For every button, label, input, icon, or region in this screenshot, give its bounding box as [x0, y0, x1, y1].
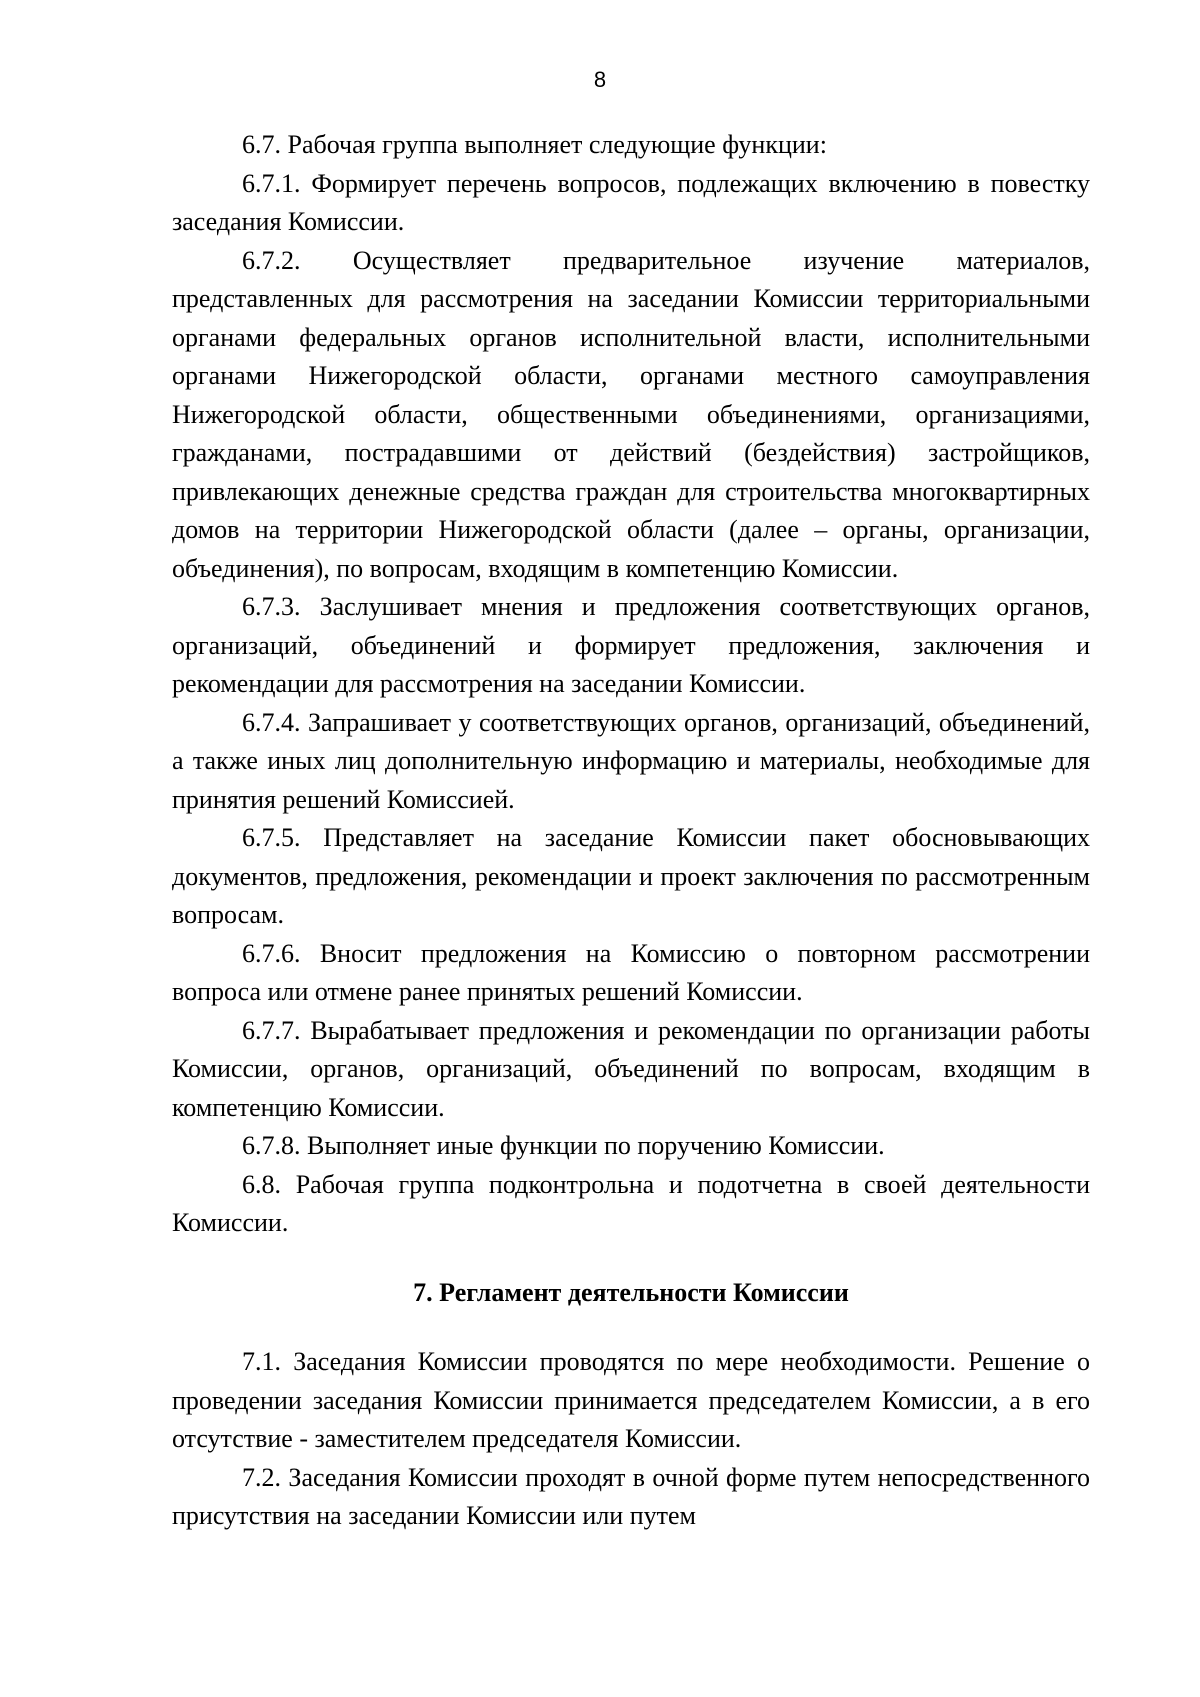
paragraph-6-7: 6.7. Рабочая группа выполняет следующие функции:	[242, 130, 827, 159]
paragraph-6-7-4: 6.7.4. Запрашивает у соответствующих органов, организаций, объединений, а также иных лиц дополнительную информацию и материалы, необходимые для принятия решений Комиссией.	[172, 707, 1090, 814]
document-body	[172, 126, 1090, 1536]
spacer	[172, 1312, 1090, 1343]
paragraph-6-7-3: 6.7.3. Заслушивает мнения и предложения соответствующих органов, организаций, объединений и формирует предложения, заключения и рекомендации для рассмотрения на заседании Комиссии.	[172, 592, 1090, 698]
paragraph-7-2: 7.2. Заседания Комиссии проходят в очной форме путем непосредственного присутствия на заседании Комиссии или путем	[172, 1462, 1090, 1530]
section-heading: 7. Регламент деятельности Комиссии	[413, 1277, 849, 1307]
paragraph-6-7-6: 6.7.6. Вносит предложения на Комиссию о повторном рассмотрении вопроса или отмене ранее принятых решений Комиссии.	[172, 938, 1090, 1006]
paragraph-6-7-7: 6.7.7. Вырабатывает предложения и рекомендации по организации работы Комиссии, органов, организаций, объединений по вопросам, входящим в компетенцию Комиссии.	[172, 1015, 1090, 1122]
paragraph-6-7-5: 6.7.5. Представляет на заседание Комиссии пакет обосновывающих документов, предложения, рекомендации и проект заключения по рассмотренным вопросам.	[172, 823, 1090, 929]
paragraph-7-1: 7.1. Заседания Комиссии проводятся по мере необходимости. Решение о проведении заседания Комиссии принимается председателем Комиссии, а в его отсутствие - заместителем председателя Комиссии.	[172, 1347, 1090, 1453]
paragraph-6-7-1: 6.7.1. Формирует перечень вопросов, подлежащих включению в повестку заседания Комиссии.	[172, 168, 1090, 236]
paragraph-6-7-8: 6.7.8. Выполняет иные функции по поручению Комиссии.	[242, 1131, 885, 1160]
paragraph-6-7-2: 6.7.2. Осуществляет предварительное изучение материалов, представленных для рассмотрения на заседании Комиссии территориальными органами федеральных органов исполнительной власти, исполнительными органами Нижегородской области, органами местного самоуправления Нижегородской области, общественными объединениями, организациями, гражданами, пострадавшими от действий (бездействия) застройщиков, привлекающих денежные средства граждан для строительства многоквартирных домов на территории Нижегородской области (далее – органы, организации, объединения), по вопросам, входящим в компетенцию Комиссии.	[172, 245, 1090, 583]
paragraph-6-8: 6.8. Рабочая группа подконтрольна и подотчетна в своей деятельности Комиссии.	[172, 1169, 1090, 1237]
page-number: 8	[593, 67, 607, 92]
spacer	[172, 1243, 1090, 1274]
